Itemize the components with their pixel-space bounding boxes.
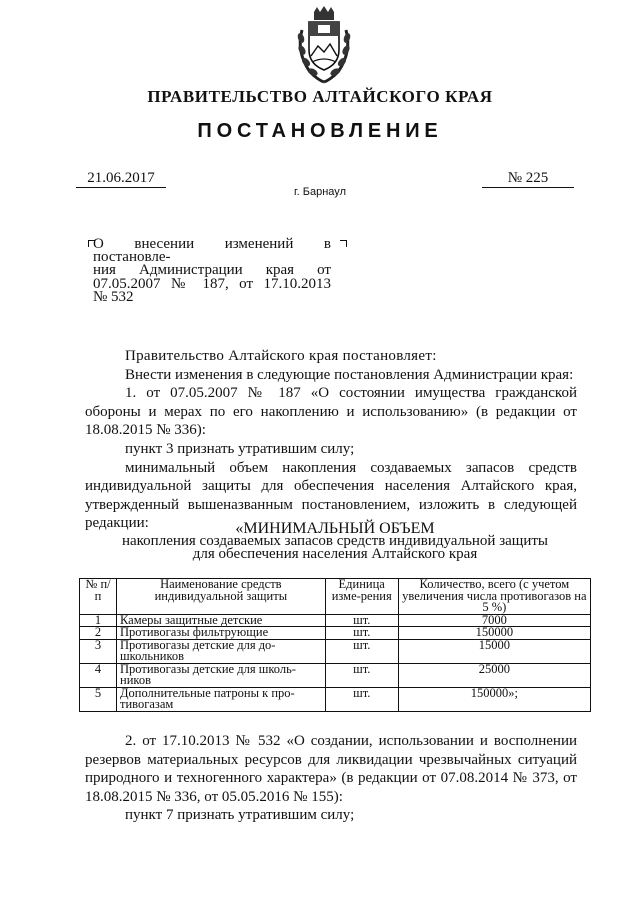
item-1: 1. от 07.05.2007 № 187 «О состоянии имущества гражданской обороны и мерах по его накоплению и использованию» (в редакции от 18.08.2015 № 336): <box>85 385 577 439</box>
document-type: ПОСТАНОВЛЕНИЕ <box>197 120 443 142</box>
document-body-part-2 <box>85 732 577 825</box>
table-row <box>80 639 591 663</box>
subject-line: ния Администрации края от <box>93 262 331 279</box>
subject-line: О внесении изменений в постановле- <box>93 236 331 266</box>
cell-num: 3 <box>80 639 117 663</box>
government-name: ПРАВИТЕЛЬСТВО АЛТАЙСКОГО КРАЯ <box>147 87 493 106</box>
document-number: № 225 <box>482 169 574 188</box>
table-title <box>85 522 585 561</box>
document-date: 21.06.2017 <box>76 169 166 188</box>
cell-unit: шт. <box>325 639 398 663</box>
subject-line: № 532 <box>93 288 134 305</box>
header-num: № п/п <box>80 579 117 615</box>
altai-krai-coat-of-arms-icon <box>292 6 356 84</box>
item-2-point: пункт 7 признать утратившим силу; <box>125 807 355 824</box>
header-unit: Единица изме-рения <box>325 579 398 615</box>
cell-unit: шт. <box>325 614 398 627</box>
cell-unit: шт. <box>325 687 398 711</box>
table-row <box>80 663 591 687</box>
table-title-line: для обеспечения населения Алтайского края <box>192 546 478 562</box>
table-title-line: накопления создаваемых запасов средств индивидуальной защиты <box>121 533 549 549</box>
cell-qty: 7000 <box>398 614 590 627</box>
cell-name: Противогазы фильтрующие <box>117 627 326 640</box>
cell-qty: 25000 <box>398 663 590 687</box>
document-city: г. Барнаул <box>294 186 346 198</box>
subject-line: 07.05.2007 № 187, от 17.10.2013 <box>93 275 331 292</box>
cell-name: Противогазы детские для школь-ников <box>117 663 326 687</box>
cell-num: 5 <box>80 687 117 711</box>
cell-unit: шт. <box>325 663 398 687</box>
header-name: Наименование средств индивидуальной защиты <box>117 579 326 615</box>
cell-name: Противогазы детские для до-школьников <box>117 639 326 663</box>
preamble: Правительство Алтайского края постановляет: <box>125 348 437 364</box>
cell-qty: 15000 <box>398 639 590 663</box>
cell-qty: 150000 <box>398 627 590 640</box>
cell-qty: 150000»; <box>398 687 590 711</box>
subject-bracket-right <box>340 240 347 247</box>
item-2: 2. от 17.10.2013 № 532 «О создании, использовании и восполнении резервов материальных ресурсов для ликвидации чрезвычайных ситуаций природного и техногенного характера» (в редакции от 07.08.2014 № 373, от 18.08.2015 № 336, от 05.05.2016 № 155): <box>85 733 577 805</box>
cell-name: Дополнительные патроны к про-тивогазам <box>117 687 326 711</box>
header-qty: Количество, всего (с учетом увеличения числа противогазов на 5 %) <box>398 579 590 615</box>
item-1-point: пункт 3 признать утратившим силу; <box>125 440 355 457</box>
table-row <box>80 687 591 711</box>
document-subject <box>93 238 331 304</box>
item-1-minimum: минимальный объем накопления создаваемых запасов средств индивидуальной защиты для обеспечения населения Алтайского края, утвержденный вышеназванным постановлением, изложить в следующей редакции: <box>85 459 577 532</box>
table-title-line: «МИНИМАЛЬНЫЙ ОБЪЕМ <box>235 520 435 537</box>
protection-means-table <box>79 578 591 712</box>
document-body <box>85 347 577 533</box>
cell-num: 1 <box>80 614 117 627</box>
cell-name: Камеры защитные детские <box>117 614 326 627</box>
cell-num: 4 <box>80 663 117 687</box>
intro: Внести изменения в следующие постановления Администрации края: <box>125 366 574 383</box>
cell-unit: шт. <box>325 627 398 640</box>
cell-num: 2 <box>80 627 117 640</box>
table-header-row <box>80 579 591 615</box>
